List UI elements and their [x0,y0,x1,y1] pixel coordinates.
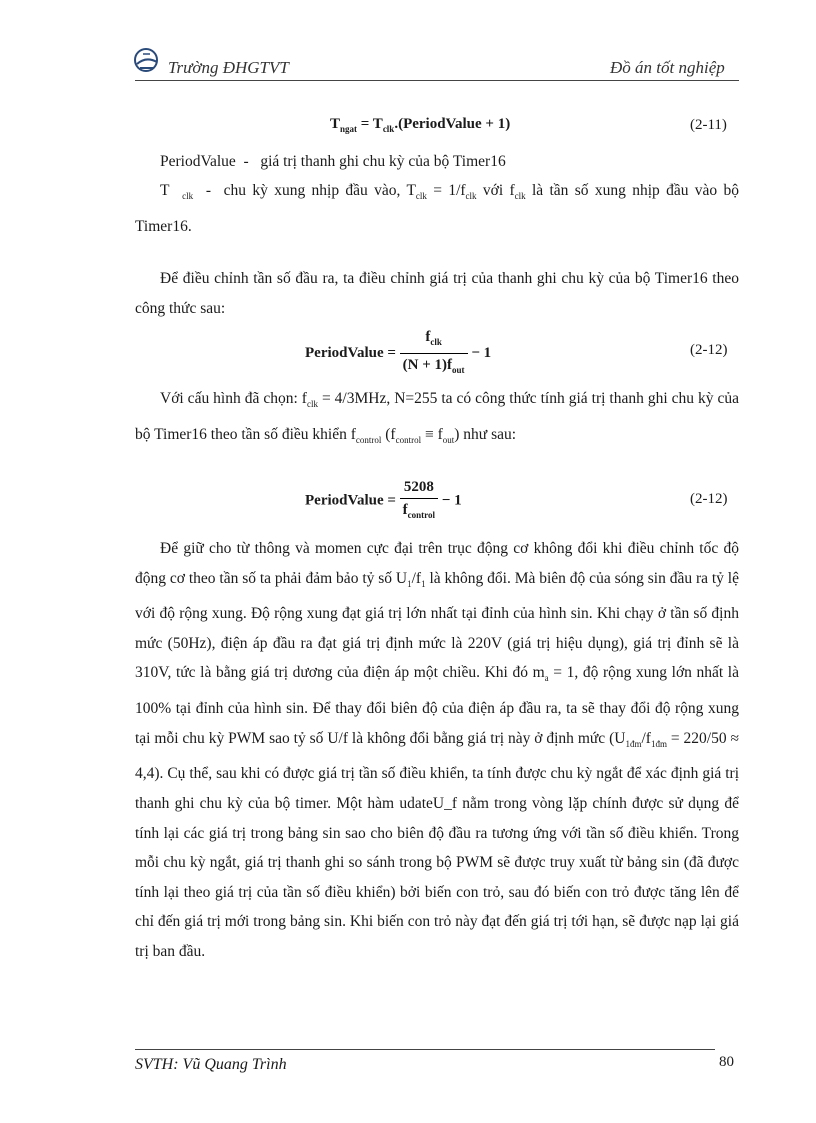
header-school: Trường ĐHGTVT [168,58,289,77]
header-divider [135,80,739,81]
paragraph-chosen-config: Với cấu hình đã chọn: $f_{clk} = 4/3MHz$, N=255 ta có công thức tính giá trị thanh ghi chu kỳ của bộ Timer16 theo tần số điều khiển $f_{control}$ $(f_{control} \equiv f_{out})$ như sau: [135,390,740,445]
equation-2-11: $T_{ngat}$ = $T_{clk}.(PeriodValue + 1)$ [330,116,511,134]
definition-tclk: T $_{clk}$ - chu kỳ xung nhịp đầu vào, $T_{clk} = 1/f_{clk}$ với $f_{clk}$ là tần số xung nhịp đầu vào bộ Timer16. [135,182,740,235]
header-title: Đồ án tốt nghiệp [610,58,725,77]
equation-2-12-numeric: PeriodValue = $\frac{5208}{f_{control}}$ − 1 [305,476,462,526]
footer-student: SVTH: Vũ Quang Trình [135,1056,287,1073]
equation-2-12-general: PeriodValue = $\frac{f_{clk}}{(N + 1)f_{out}}$ − 1 [305,326,491,381]
paragraph-adjust-frequency: Để điều chỉnh tần số đầu ra, ta điều chỉnh giá trị của thanh ghi chu kỳ của bộ Timer16 theo công thức sau: [135,270,739,317]
equation-number-2-11: (2-11) [690,117,727,133]
paragraph-flux-control: Để giữ cho từ thông và momen cực đại trên trục động cơ không đổi khi điều chỉnh tốc độ động cơ theo tần số ta phải đảm bảo tỷ số $U_1/f_1$ là không đổi. Mà biên độ của sóng sin đầu ra tỷ lệ với độ rộng xung. Độ rộng xung đạt giá trị lớn nhất tại đỉnh của hình sin. Khi chạy ở tần số định mức (50Hz), điện áp đầu ra đạt giá trị định mức là 220V (giá trị hiệu dụng), giá trị đỉnh sẽ là 310V, tức là bằng giá trị dương của điện áp một chiều. Khi đó $m_a = 1$, độ rộng xung lớn nhất là 100% tại đỉnh của hình sin. Để thay đổi biên độ của điện áp đầu ra, ta sẽ thay đổi độ rộng xung tại mỗi chu kỳ PWM sao tỷ số U/f là không đổi bằng giá trị này ở định mức $(U_{1đm}/f_{1đm} = 220/50 \approx 4,4)$. Cụ thể, sau khi có được giá trị tần số điều khiển, ta tính được chu kỳ ngắt để xác định giá trị thanh ghi chu kỳ của bộ timer. Một hàm udateU_f nằm trong vòng lặp chính được sử dụng để tính lại các giá trị trong bảng sin sao cho biên độ đầu ra tương ứng với tần số điều khiển. Trong mỗi chu kỳ ngắt, giá trị thanh ghi so sánh trong bộ PWM sẽ được truy xuất từ bảng sin (đã được tính lại theo giá trị của tần số điều khiển) bởi biến con trỏ, sau đó biến con trỏ được tăng lên để chỉ đến giá trị mới trong bảng sin. Khi biến con trỏ này đạt đến giá trị tới hạn, sẽ được nạp lại giá trị ban đầu. [135,540,739,960]
page-number: 80 [719,1054,734,1070]
equation-number-2-12a: (2-12) [690,342,728,358]
equation-number-2-12b: (2-12) [690,491,728,507]
university-logo-icon [132,46,162,76]
definition-periodvalue: PeriodValue - giá trị thanh ghi chu kỳ của bộ Timer16 [160,153,506,170]
footer-divider [135,1049,715,1050]
